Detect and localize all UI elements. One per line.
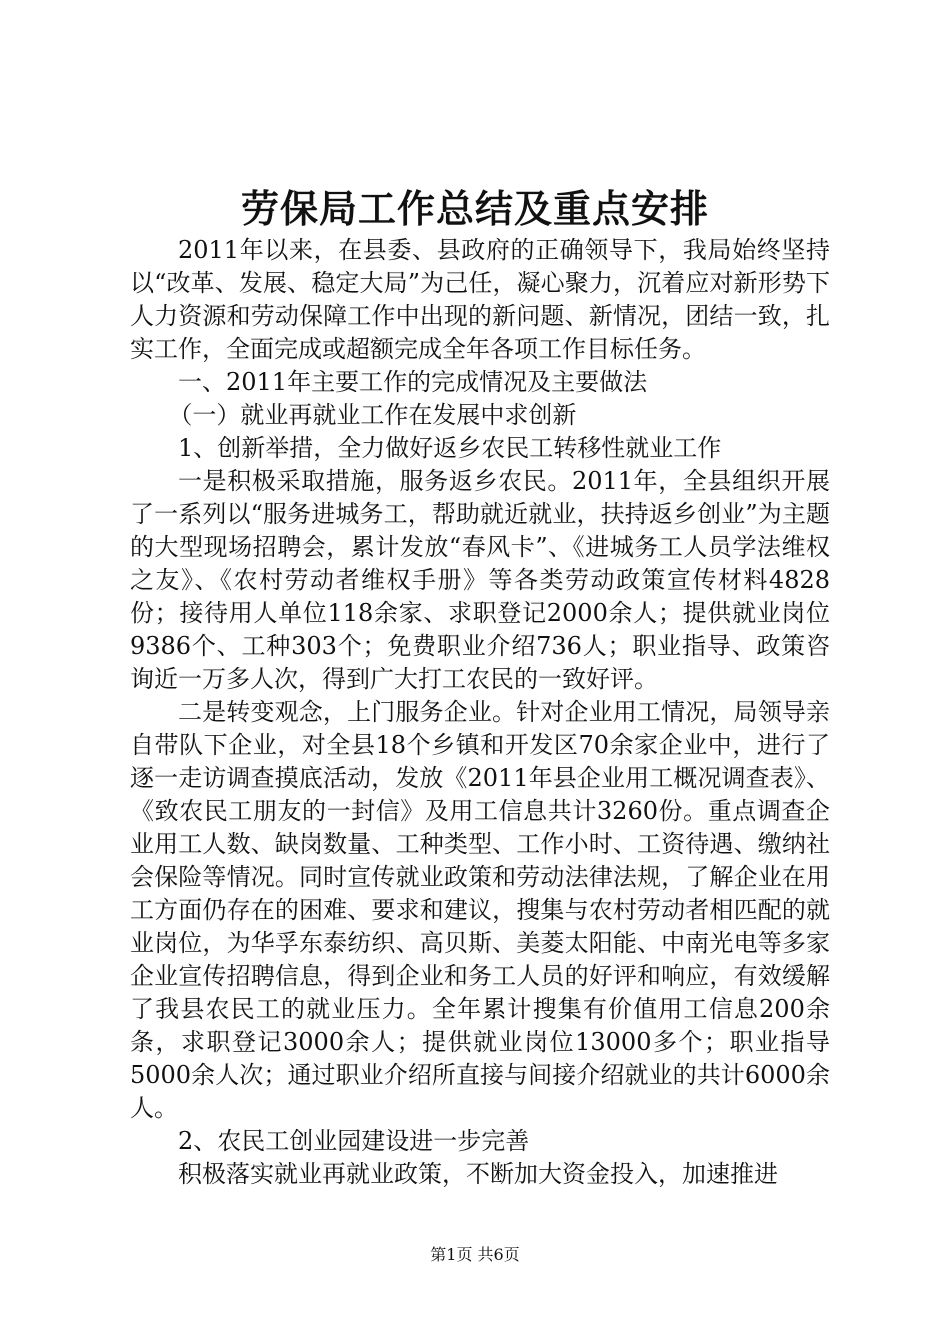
subsection-heading: （一）就业再就业工作在发展中求创新 [168, 401, 577, 429]
item-heading-1: 1、创新举措，全力做好返乡农民工转移性就业工作 [178, 434, 722, 462]
section-heading: 一、2011年主要工作的完成情况及主要做法 [178, 368, 648, 396]
body-paragraph-2: 二是转变观念，上门服务企业。针对企业用工情况，局领导亲自带队下企业，对全县18个乡镇和开发区70余家企业中，进行了逐一走访调查摸底活动，发放《2011年县企业用工概况调查表》、《致农民工朋友的一封信》及用工信息共计3260份。重点调查企业用工人数、缺岗数量、工种类型、工作小时、工资待遇、缴纳社会保险等情况。同时宣传就业政策和劳动法律法规，了解企业在用工方面仍存在的困难、要求和建议，搜集与农村劳动者相匹配的就业岗位，为华孚东泰纺织、高贝斯、美菱太阳能、中南光电等多家企业宣传招聘信息，得到企业和务工人员的好评和响应，有效缓解了我县农民工的就业压力。全年累计搜集有价值用工信息200余条，求职登记3000余人；提供就业岗位13000多个；职业指导5000余人次；通过职业介绍所直接与间接介绍就业的共计6000余人。 [130, 698, 830, 1122]
body-paragraph-3: 积极落实就业再就业政策，不断加大资金投入，加速推进 [178, 1160, 778, 1188]
page-title: 劳保局工作总结及重点安排 [240, 186, 709, 231]
item-heading-2: 2、农民工创业园建设进一步完善 [178, 1127, 530, 1155]
intro-paragraph: 2011年以来，在县委、县政府的正确领导下，我局始终坚持以“改革、发展、稳定大局”为己任，凝心聚力，沉着应对新形势下人力资源和劳动保障工作中出现的新问题、新情况，团结一致，扎实工作，全面完成或超额完成全年各项工作目标任务。 [130, 236, 830, 363]
page-footer: 第1页 共6页 [430, 1245, 520, 1264]
body-paragraph-1: 一是积极采取措施，服务返乡农民。2011年，全县组织开展了一系列以“服务进城务工，帮助就近就业，扶持返乡创业”为主题的大型现场招聘会，累计发放“春风卡”、《进城务工人员学法维权之友》、《农村劳动者维权手册》等各类劳动政策宣传材料4828份；接待用人单位118余家、求职登记2000余人；提供就业岗位9386个、工种303个；免费职业介绍736人；职业指导、政策咨询近一万多人次，得到广大打工农民的一致好评。 [130, 467, 830, 693]
document-body [130, 234, 830, 1191]
